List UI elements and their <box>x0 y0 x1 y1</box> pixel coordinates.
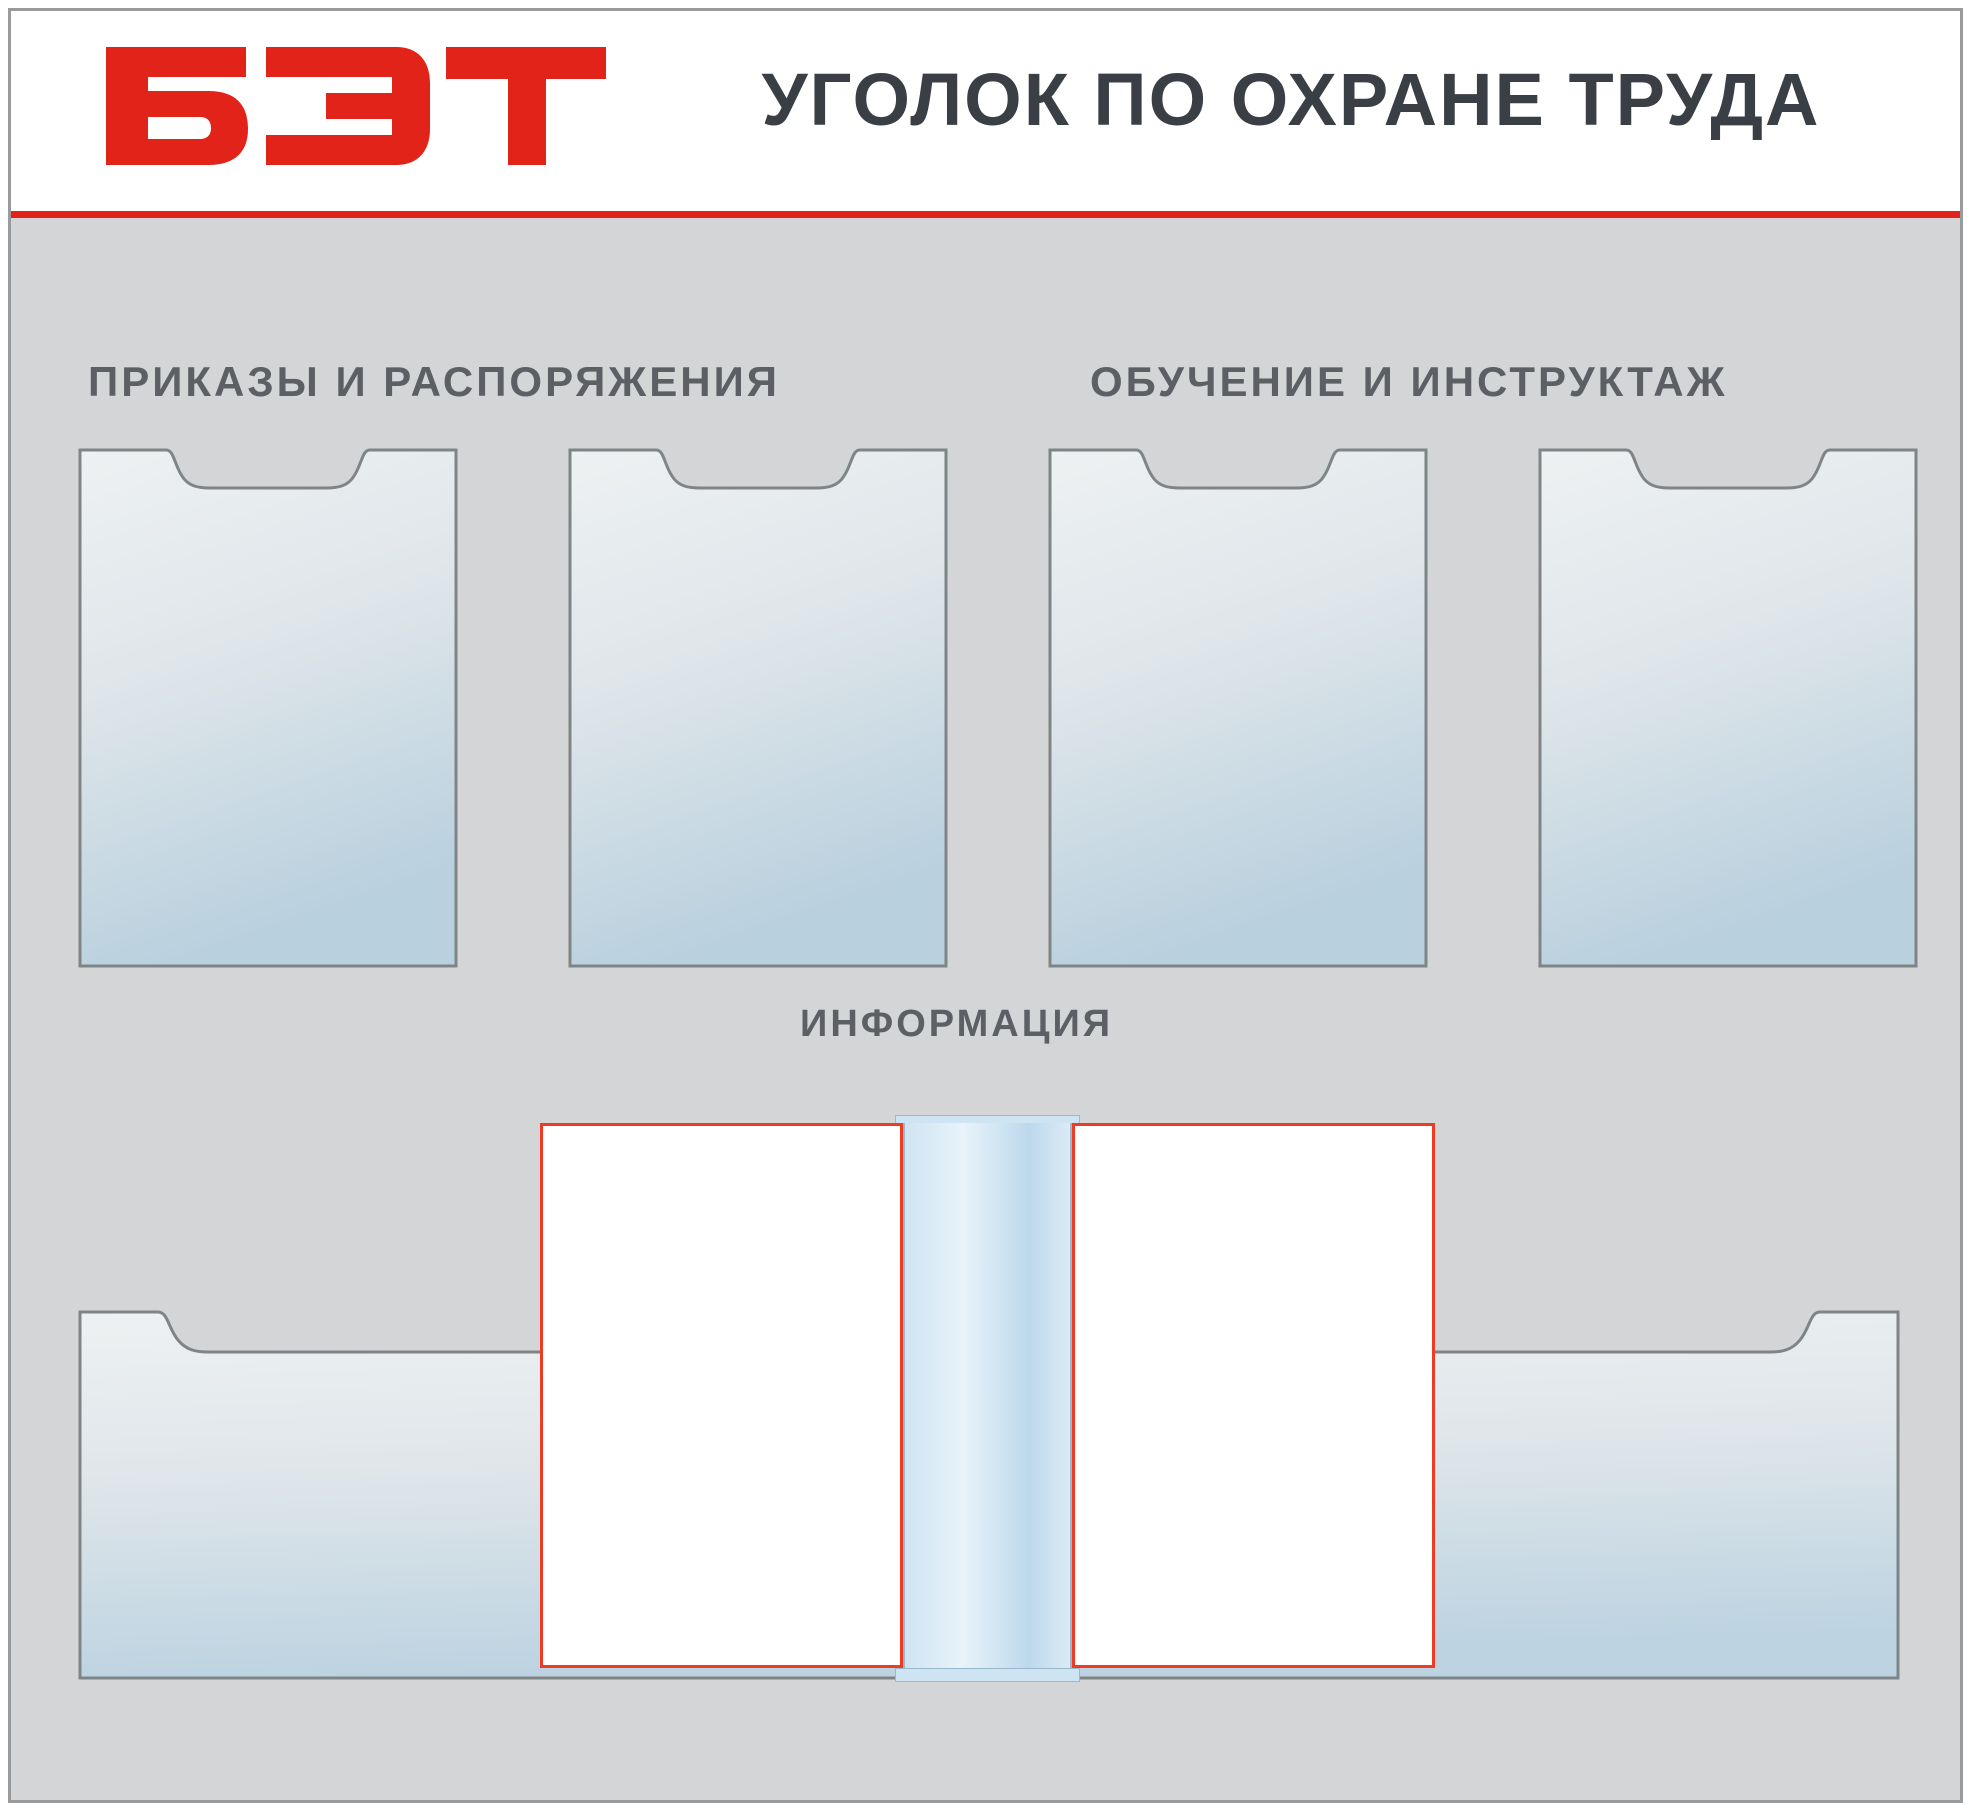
bet-logo <box>96 39 616 169</box>
pocket-orders-2[interactable] <box>568 448 948 968</box>
board-header <box>11 11 1960 218</box>
pocket-training-2[interactable] <box>1538 448 1918 968</box>
pocket-orders-1[interactable] <box>78 448 458 968</box>
document-page-right[interactable] <box>1072 1123 1435 1668</box>
page-title: УГОЛОК ПО ОХРАНЕ ТРУДА <box>761 58 1821 141</box>
section-title-training: ОБУЧЕНИЕ И ИНСТРУКТАЖ <box>1090 358 1728 405</box>
pocket-training-1[interactable] <box>1048 448 1428 968</box>
document-overlay[interactable] <box>540 1115 1440 1705</box>
document-tab-bottom <box>895 1668 1080 1682</box>
document-page-left[interactable] <box>540 1123 903 1668</box>
section-title-orders: ПРИКАЗЫ И РАСПОРЯЖЕНИЯ <box>88 358 780 405</box>
document-spine <box>903 1123 1072 1668</box>
section-title-info: ИНФОРМАЦИЯ <box>800 1003 1114 1045</box>
